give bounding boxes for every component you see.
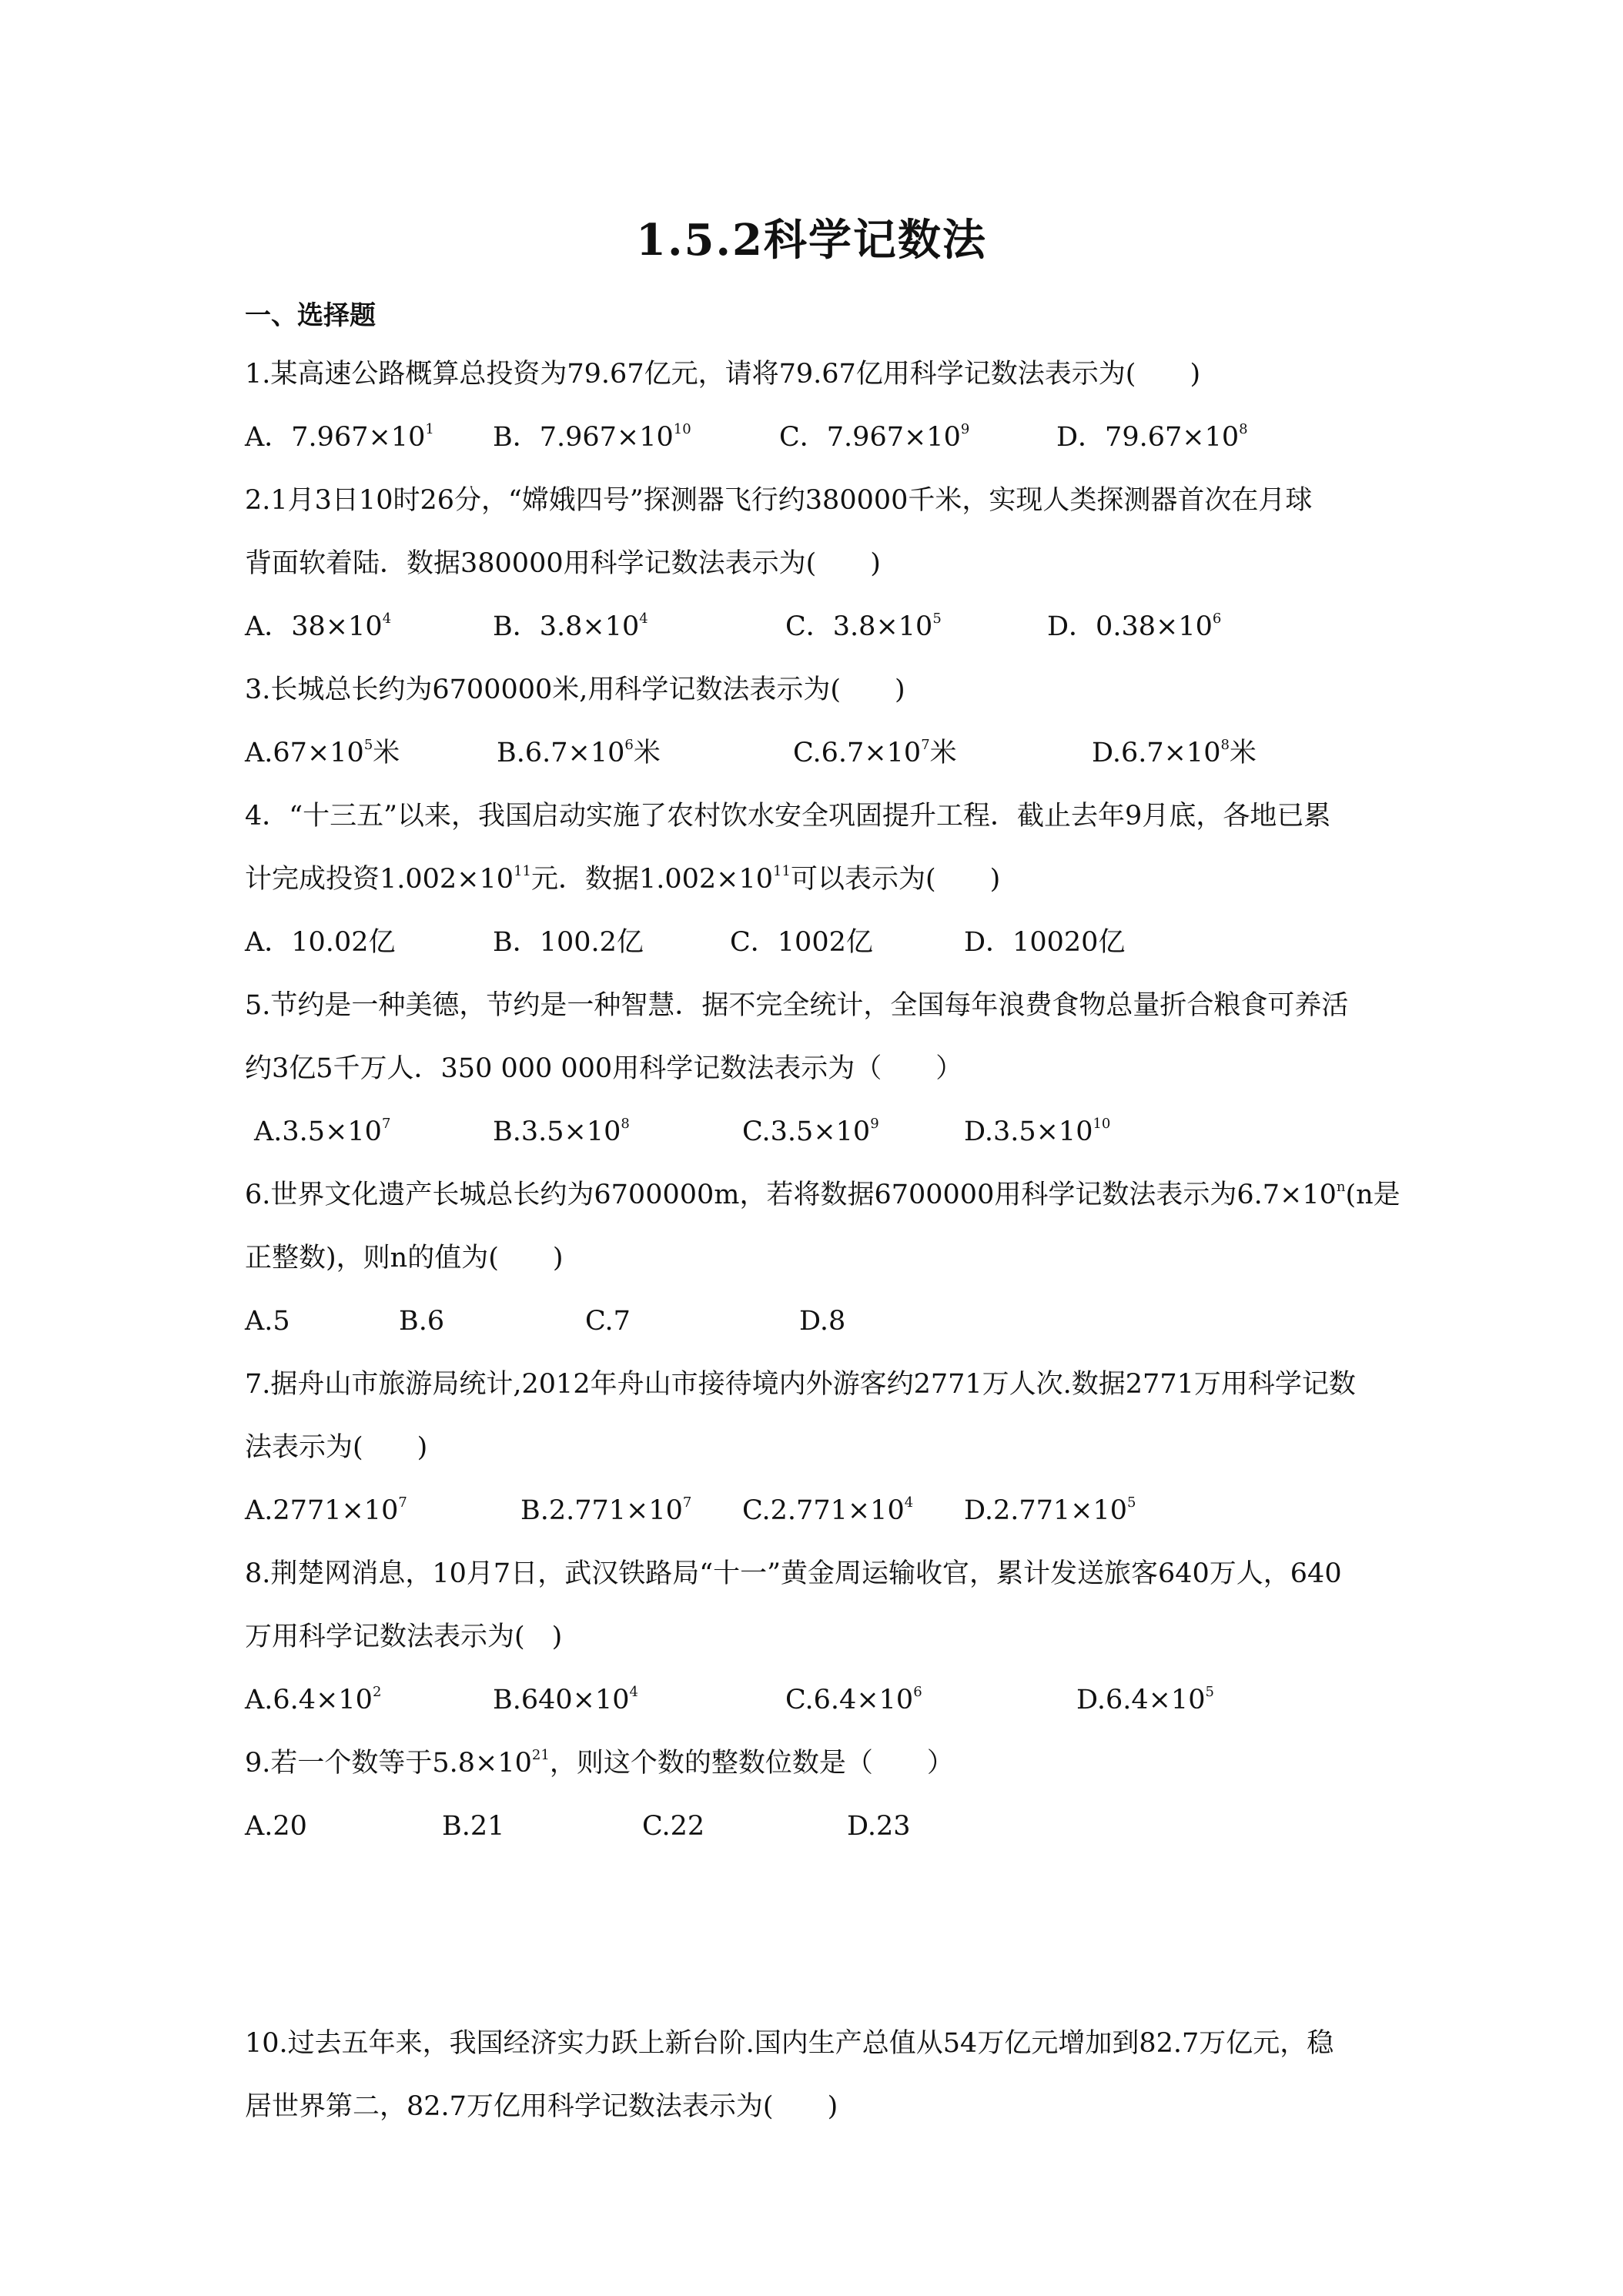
q4-option-a: A．10.02亿 [245, 927, 396, 958]
question-5-line-1: 5.节约是一种美德，节约是一种智慧．据不完全统计，全国每年浪费食物总量折合粮食可养活 [245, 990, 1349, 1021]
q1-option-d: D．$79.67\times 10^8$ [1056, 421, 1248, 453]
q7-option-c: $C.2.771\times 10^4$ [742, 1494, 914, 1526]
question-10-line-2: 居世界第二，82.7万亿用科学记数法表示为( ) [245, 2091, 838, 2122]
page-title: 1.5.2科学记数法 [636, 215, 987, 266]
question-3: 3.长城总长约为6700000米,用科学记数法表示为( ) [245, 674, 905, 705]
q5-option-b: $B.3.5\times 10^8$ [493, 1116, 630, 1147]
q8-option-a: $A.6.4\times 10^2$ [245, 1684, 382, 1715]
q2-option-c: C．$3.8\times 10^5$ [785, 611, 942, 642]
question-8-line-2: 万用科学记数法表示为( ) [245, 1622, 563, 1652]
q8-option-d: $D.6.4\times 10^5$ [1076, 1684, 1214, 1715]
q6-option-b: B.6 [399, 1306, 445, 1337]
question-7-line-1: 7.据舟山市旅游局统计,2012年舟山市接待境内外游客约2771万人次.数据2771万用科学记数 [245, 1369, 1356, 1400]
q5-option-d: $D.3.5\times 10^{10}$ [964, 1116, 1111, 1147]
question-4-line-2: 计完成投资$1.002\times 10^{11}$元．数据$1.002\times 10^{11}$可以表示为( ) [245, 863, 1001, 895]
question-10-line-1: 10.过去五年来，我国经济实力跃上新台阶.国内生产总值从54万亿元增加到82.7万亿元，稳 [245, 2028, 1334, 2059]
question-6-line-1: 6.世界文化遗产长城总长约为6700000m，若将数据6700000用科学记数法表示为$6.7\times 10^n(n$是 [245, 1179, 1400, 1210]
q5-option-a: $A.3.5\times 10^7$ [254, 1116, 391, 1147]
question-4-line-1: 4．“十三五”以来，我国启动实施了农村饮水安全巩固提升工程．截止去年9月底，各地已累 [245, 801, 1331, 832]
question-9: 9.若一个数等于$5.8\times 10^{21}$，则这个数的整数位数是（ ） [245, 1747, 954, 1779]
q3-option-c: $C.6.7\times 10^7$米 [793, 737, 957, 768]
q9-option-d: D.23 [847, 1811, 911, 1842]
q2-option-a: A．$38\times 10^4$ [245, 611, 392, 642]
q6-option-d: D.8 [799, 1306, 846, 1337]
q8-option-c: $C.6.4\times 10^6$ [785, 1684, 922, 1715]
q3-option-d: $D.6.7\times 10^8$米 [1092, 737, 1257, 768]
section-heading: 一、选择题 [245, 300, 376, 331]
q9-option-b: B.21 [442, 1811, 505, 1842]
q8-option-b: $B.640\times 10^4$ [493, 1684, 638, 1715]
question-6-line-2: 正整数)，则n的值为( ) [245, 1243, 564, 1274]
q9-option-a: A.20 [245, 1811, 307, 1842]
q9-option-c: C.22 [642, 1811, 705, 1842]
q2-option-b: B．$3.8\times 10^4$ [493, 611, 648, 642]
question-2-line-2: 背面软着陆．数据380000用科学记数法表示为( ) [245, 548, 881, 579]
question-1: 1.某高速公路概算总投资为79.67亿元，请将79.67亿用科学记数法表示为( ) [245, 359, 1201, 390]
question-2-line-1: 2.1月3日10时26分，“嫦娥四号”探测器飞行约380000千米，实现人类探测器首次在月球 [245, 485, 1313, 516]
q6-option-c: C.7 [585, 1306, 631, 1337]
q3-option-a: $A.67\times 10^5$米 [245, 737, 400, 768]
q7-option-a: $A.2771\times 10^7$ [245, 1494, 407, 1526]
q7-option-b: $B.2.771\times 10^7$ [520, 1494, 692, 1526]
question-8-line-1: 8.荆楚网消息，10月7日，武汉铁路局“十一”黄金周运输收官，累计发送旅客640万人，640 [245, 1558, 1342, 1589]
q2-option-d: D．$0.38\times 10^6$ [1047, 611, 1222, 642]
q4-option-d: D．10020亿 [964, 927, 1126, 958]
q7-option-d: $D.2.771\times 10^5$ [964, 1494, 1136, 1526]
q1-option-b: B．$7.967\times 10^{10}$ [493, 421, 691, 453]
q4-option-c: C．1002亿 [730, 927, 873, 958]
q6-option-a: A.5 [245, 1306, 290, 1337]
q1-option-c: C．$7.967\times 10^9$ [779, 421, 970, 453]
q1-option-a: A．$7.967\times 10^1$ [245, 421, 434, 453]
question-5-line-2: 约3亿5千万人．350 000 000用科学记数法表示为（ ） [245, 1053, 963, 1084]
q5-option-c: $C.3.5\times 10^9$ [742, 1116, 879, 1147]
q3-option-b: $B.6.7\times 10^6$米 [497, 737, 661, 768]
question-7-line-2: 法表示为( ) [245, 1432, 428, 1463]
q4-option-b: B．100.2亿 [493, 927, 644, 958]
